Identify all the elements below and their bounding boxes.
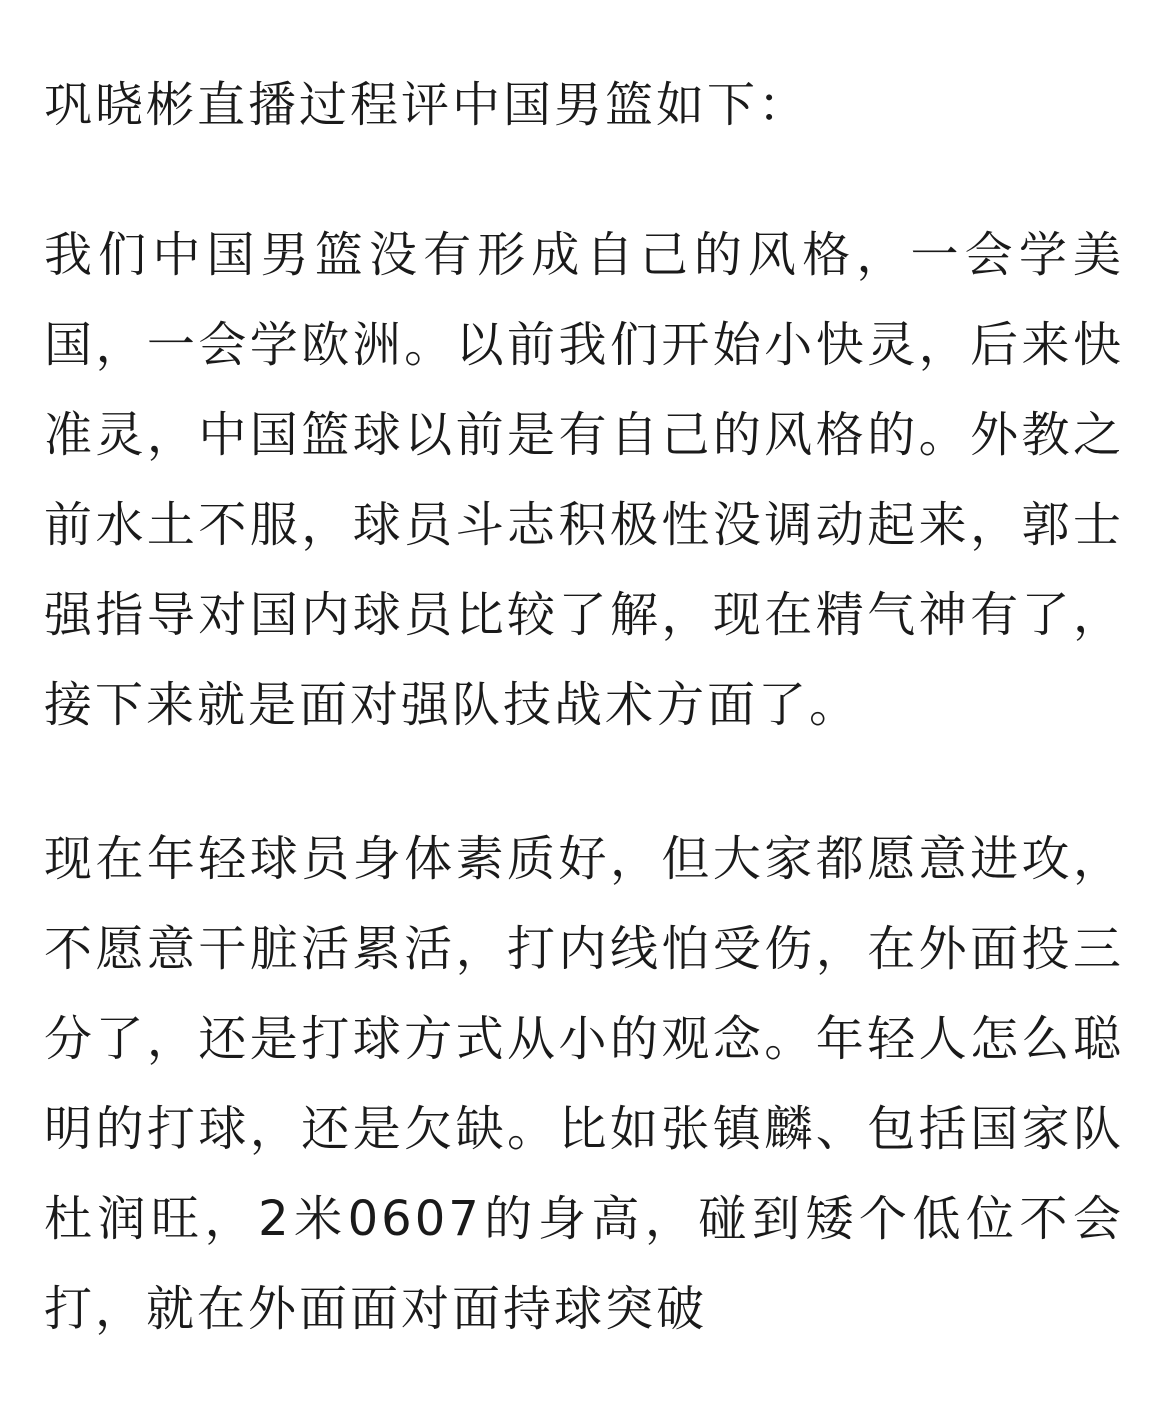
intro-line: 巩晓彬直播过程评中国男篮如下： bbox=[44, 77, 810, 133]
article-body bbox=[44, 60, 1124, 1418]
paragraph-1: 我们中国男篮没有形成自己的风格，一会学美国，一会学欧洲。以前我们开始小快灵，后来快准灵，中国篮球以前是有自己的风格的。外教之前水土不服，球员斗志积极性没调动起来，郭士强指导对国内球员比较了解，现在精气神有了，接下来就是面对强队技战术方面了。 bbox=[44, 227, 1124, 733]
paragraph-2: 现在年轻球员身体素质好，但大家都愿意进攻，不愿意干脏活累活，打内线怕受伤，在外面投三分了，还是打球方式从小的观念。年轻人怎么聪明的打球，还是欠缺。比如张镇麟、包括国家队杜润旺，2米0607的身高，碰到矮个低位不会打，就在外面面对面持球突破 bbox=[44, 831, 1124, 1337]
